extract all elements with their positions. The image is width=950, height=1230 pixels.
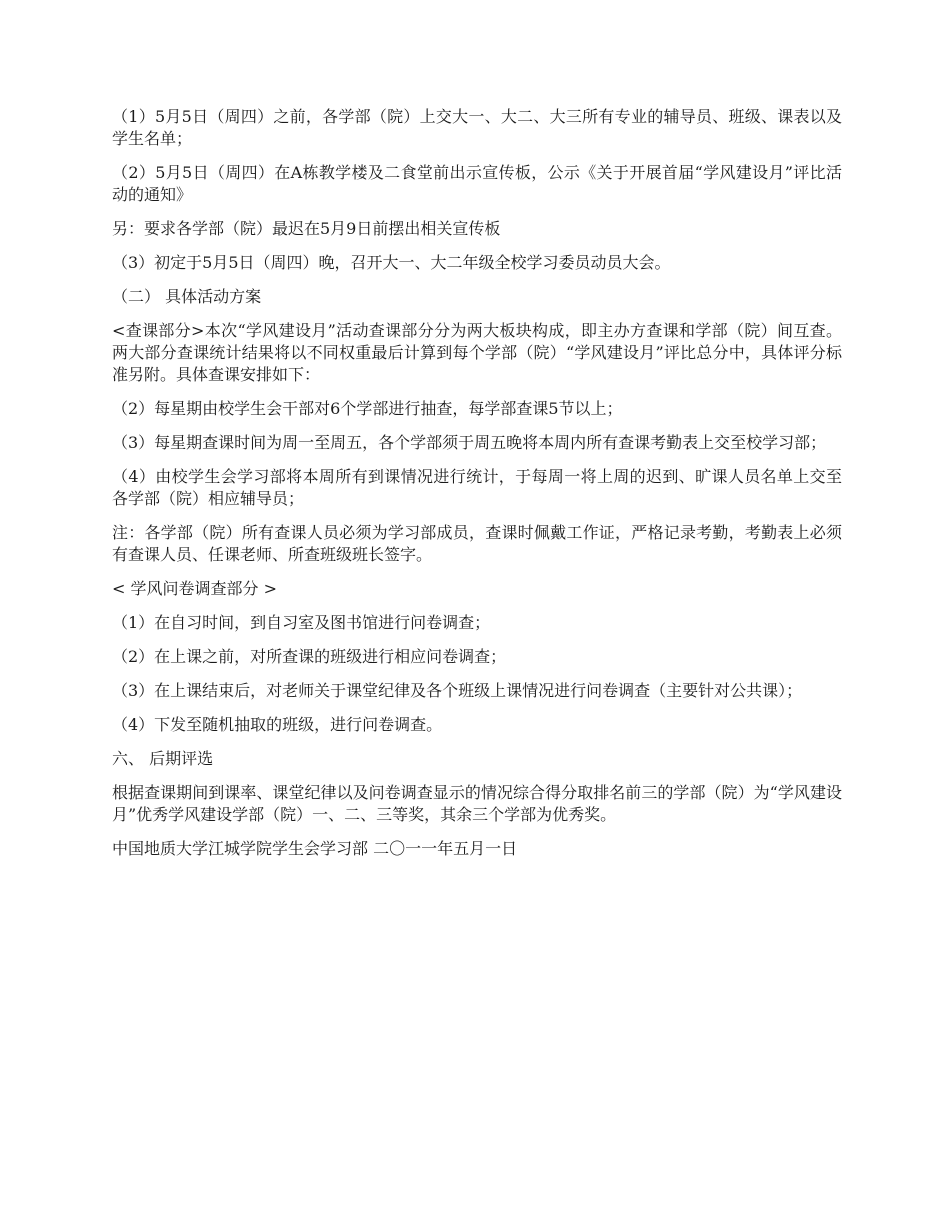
paragraph-class-check-intro: <查课部分>本次“学风建设月”活动查课部分分为两大板块构成，即主办方查课和学部（院）间互查。两大部分查课统计结果将以不同权重最后计算到每个学部（院）“学风建设月”评比总分中，具体评分标准另附。具体查课安排如下： (112, 321, 842, 384)
paragraph-questionnaire-before-class: （2）在上课之前，对所查课的班级进行相应问卷调查； (112, 647, 507, 666)
paragraph-questionnaire-self-study: （1）在自习时间，到自习室及图书馆进行问卷调查； (112, 613, 491, 632)
paragraph-submit-lists: （1）5月5日（周四）之前，各学部（院）上交大一、大二、大三所有专业的辅导员、班级、课表以及学生名单； (112, 107, 842, 148)
document-body (112, 106, 842, 872)
paragraph-questionnaire-after-class: （3）在上课结束后，对老师关于课堂纪律及各个班级上课情况进行问卷调查（主要针对公共课）； (112, 681, 803, 700)
paragraph-board-deadline: 另：要求各学部（院）最迟在5月9日前摆出相关宣传板 (112, 219, 501, 238)
paragraph-questionnaire-random-class: （4）下发至随机抽取的班级，进行问卷调查。 (112, 715, 443, 734)
section-heading-activity-plan: （二） 具体活动方案 (112, 287, 262, 306)
paragraph-publicity-board: （2）5月5日（周四）在A栋教学楼及二食堂前出示宣传板，公示《关于开展首届“学风建设月”评比活动的通知》 (112, 163, 842, 204)
section-heading-questionnaire: < 学风问卷调查部分 > (112, 579, 277, 598)
paragraph-check-schedule: （3）每星期查课时间为周一至周五，各个学部须于周五晚将本周内所有查课考勤表上交至校学习部； (112, 433, 827, 452)
section-heading-final-evaluation: 六、 后期评选 (112, 749, 214, 768)
paragraph-attendance-statistics: （4）由校学生会学习部将本周所有到课情况进行统计，于每周一将上周的迟到、旷课人员名单上交至各学部（院）相应辅导员； (112, 467, 842, 508)
signature-line: 中国地质大学江城学院学生会学习部 二〇一一年五月一日 (112, 839, 518, 858)
paragraph-award-criteria: 根据查课期间到课率、课堂纪律以及问卷调查显示的情况综合得分取排名前三的学部（院）为“学风建设月”优秀学风建设学部（院）一、二、三等奖，其余三个学部为优秀奖。 (112, 783, 842, 824)
paragraph-checker-note: 注：各学部（院）所有查课人员必须为学习部成员，查课时佩戴工作证，严格记录考勤，考勤表上必须有查课人员、任课老师、所查班级班长签字。 (112, 523, 842, 564)
paragraph-mobilization-meeting: （3）初定于5月5日（周四）晚，召开大一、大二年级全校学习委员动员大会。 (112, 253, 671, 272)
paragraph-weekly-spot-check: （2）每星期由校学生会干部对6个学部进行抽查，每学部查课5节以上； (112, 399, 623, 418)
